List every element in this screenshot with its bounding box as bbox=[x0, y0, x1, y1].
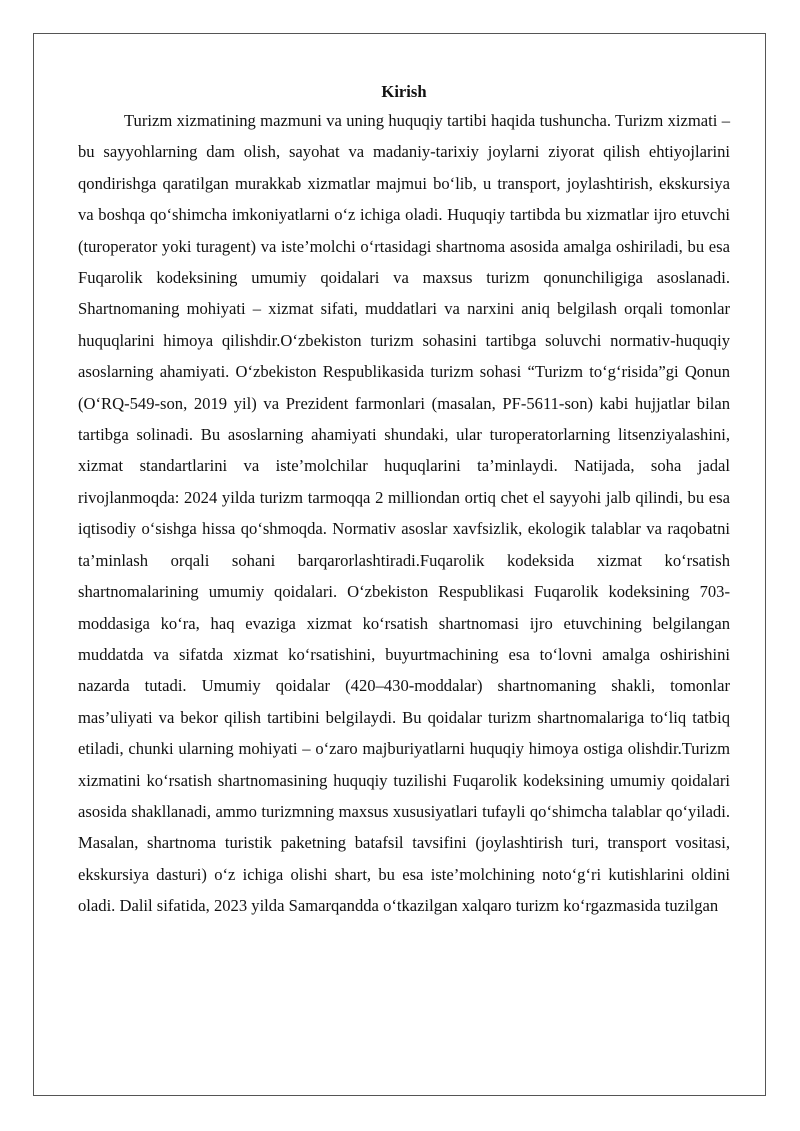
document-content bbox=[78, 79, 730, 922]
section-heading: Kirish bbox=[381, 82, 427, 101]
body-paragraph: Turizm xizmatining mazmuni va uning huquqiy tartibi haqida tushuncha. Turizm xizmati – bu sayyohlarning dam olish, sayohat va madaniy-tarixiy joylarni ziyorat qilish ehtiyojlarini qondirishga qaratilgan murakkab xizmatlar majmui bo‘lib, u transport, joylashtirish, ekskursiya va boshqa qo‘shimcha imkoniyatlarni o‘z ichiga oladi. Huquqiy tartibda bu xizmatlar ijro etuvchi (turoperator yoki turagent) va iste’molchi o‘rtasidagi shartnoma asosida amalga oshiriladi, bu esa Fuqarolik kodeksining umumiy qoidalari va maxsus turizm qonunchiligiga asoslanadi. Shartnomaning mohiyati – xizmat sifati, muddatlari va narxini aniq belgilash orqali tomonlar huquqlarini himoya qilishdir.O‘zbekiston turizm sohasini tartibga soluvchi normativ-huquqiy asoslarning ahamiyati. O‘zbekiston Respublikasida turizm sohasi “Turizm to‘g‘risida”gi Qonun (O‘RQ-549-son, 2019 yil) va Prezident farmonlari (masalan, PF-5611-son) kabi hujjatlar bilan tartibga solinadi. Bu asoslarning ahamiyati shundaki, ular turoperatorlarning litsenziyalashini, xizmat standartlarini va iste’molchilar huquqlarini ta’minlaydi. Natijada, soha jadal rivojlanmoqda: 2024 yilda turizm tarmoqqa 2 milliondan ortiq chet el sayyohi jalb qilindi, bu esa iqtisodiy o‘sishga hissa qo‘shmoqda. Normativ asoslar xavfsizlik, ekologik talablar va raqobatni ta’minlash orqali sohani barqarorlashtiradi.Fuqarolik kodeksida xizmat ko‘rsatish shartnomalarining umumiy qoidalari. O‘zbekiston Respublikasi Fuqarolik kodeksining 703-moddasiga ko‘ra, haq evaziga xizmat ko‘rsatish shartnomasi ijro etuvchining belgilangan muddatda va sifatda xizmat ko‘rsatishini, buyurtmachining esa to‘lovni amalga oshirishini nazarda tutadi. Umumiy qoidalar (420–430-moddalar) shartnomaning shakli, tomonlar mas’uliyati va bekor qilish tartibini belgilaydi. Bu qoidalar turizm shartnomalariga to‘liq tatbiq etiladi, chunki ularning mohiyati – o‘zaro majburiyatlarni huquqiy himoya ostiga olishdir.Turizm xizmatini ko‘rsatish shartnomasining huquqiy tuzilishi Fuqarolik kodeksining umumiy qoidalari asosida shakllanadi, ammo turizmning maxsus xususiyatlari tufayli qo‘shimcha talablar qo‘yiladi. Masalan, shartnoma turistik paketning batafsil tavsifini (joylashtirish turi, transport vositasi, ekskursiya dasturi) o‘z ichiga olishi shart, bu esa iste’molchining noto‘g‘ri kutishlarini oldini oladi. Dalil sifatida, 2023 yilda Samarqandda o‘tkazilgan xalqaro turizm ko‘rgazmasida tuzilgan bbox=[78, 111, 730, 916]
document-page bbox=[33, 33, 766, 1096]
